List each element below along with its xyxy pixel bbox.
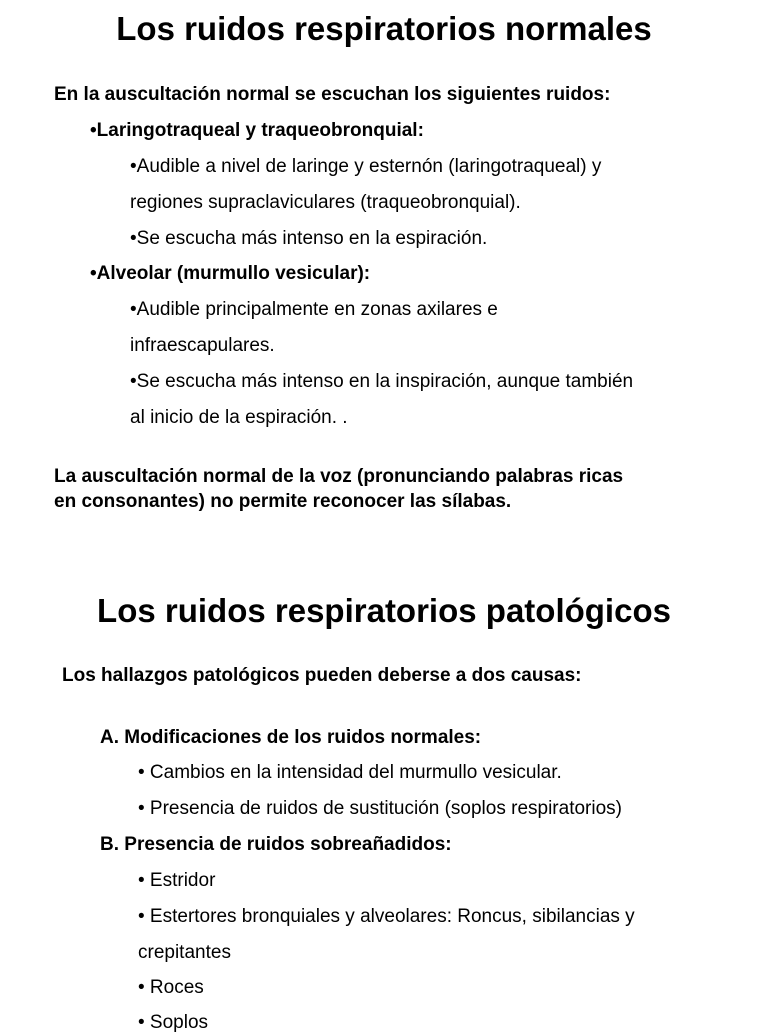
item-alveolar-point1-line2: infraescapulares. bbox=[130, 335, 275, 356]
group-b-point1: • Estridor bbox=[138, 870, 216, 891]
section1-intro: En la auscultación normal se escuchan los siguientes ruidos: bbox=[54, 84, 611, 105]
item-alveolar-point2-line1: •Se escucha más intenso en la inspiración, aunque también bbox=[130, 371, 634, 392]
voice-note-line2: en consonantes) no permite reconocer las sílabas. bbox=[54, 491, 512, 512]
item-laringotraqueal-point1-line1: •Audible a nivel de laringe y esternón (laringotraqueal) y bbox=[130, 156, 602, 177]
item-laringotraqueal-heading: •Laringotraqueal y traqueobronquial: bbox=[90, 120, 424, 141]
group-b-point3: • Roces bbox=[138, 977, 204, 998]
group-b-point2-line2: crepitantes bbox=[138, 942, 231, 963]
item-laringotraqueal-point2: •Se escucha más intenso en la espiración. bbox=[130, 228, 488, 249]
section1-title: Los ruidos respiratorios normales bbox=[116, 10, 652, 47]
group-b-heading: B. Presencia de ruidos sobreañadidos: bbox=[100, 834, 452, 855]
item-alveolar-heading: •Alveolar (murmullo vesicular): bbox=[90, 263, 371, 284]
group-a-point2: • Presencia de ruidos de sustitución (soplos respiratorios) bbox=[138, 798, 622, 819]
group-b-point2-line1: • Estertores bronquiales y alveolares: Roncus, sibilancias y bbox=[138, 906, 635, 927]
section2-title: Los ruidos respiratorios patológicos bbox=[97, 592, 671, 629]
item-laringotraqueal-point1-line2: regiones supraclaviculares (traqueobronquial). bbox=[130, 192, 521, 213]
item-alveolar-point1-line1: •Audible principalmente en zonas axilares e bbox=[130, 299, 498, 320]
voice-note-line1: La auscultación normal de la voz (pronunciando palabras ricas bbox=[54, 466, 624, 487]
group-a-point1: • Cambios en la intensidad del murmullo vesicular. bbox=[138, 762, 562, 783]
item-alveolar-point2-line2: al inicio de la espiración. . bbox=[130, 407, 348, 428]
group-a-heading: A. Modificaciones de los ruidos normales: bbox=[100, 727, 482, 748]
group-b-point4: • Soplos bbox=[138, 1012, 209, 1033]
section2-intro: Los hallazgos patológicos pueden deberse a dos causas: bbox=[62, 665, 582, 686]
